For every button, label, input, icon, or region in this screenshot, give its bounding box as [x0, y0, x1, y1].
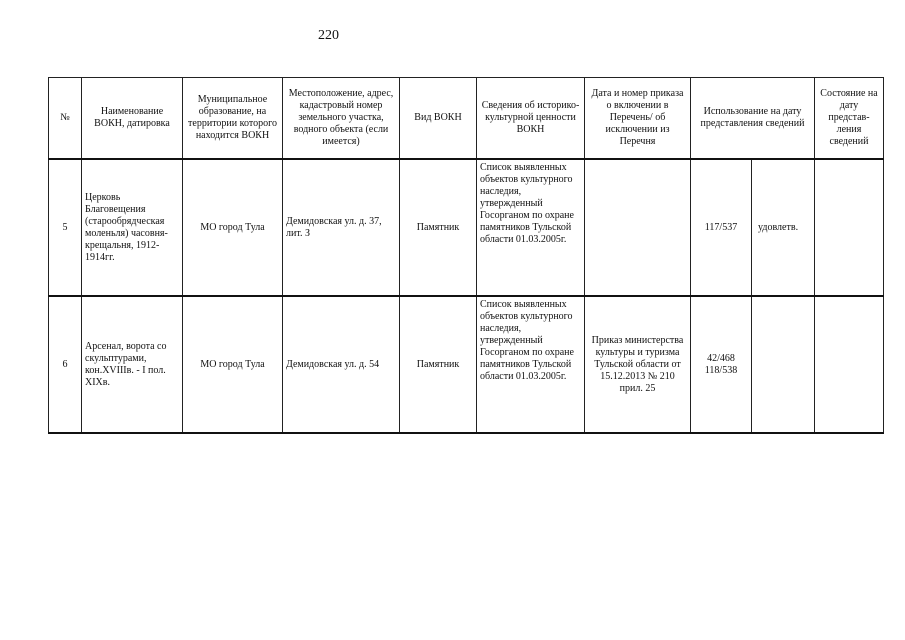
- row-date-order: [585, 159, 691, 296]
- row-num: 6: [49, 296, 82, 433]
- row-usage-text: [752, 296, 815, 433]
- row-usage-code: 42/468 118/538: [691, 296, 752, 433]
- row-municipality: МО город Тула: [183, 159, 283, 296]
- header-municipality: Муниципальное образование, на территории которого находится ВОКН: [183, 78, 283, 160]
- row-name: Арсенал, ворота со скульптурами, кон.XVIIIв. - I пол. XIXв.: [82, 296, 183, 433]
- row-location: Демидовская ул. д. 54: [283, 296, 400, 433]
- table-header-row: [49, 78, 884, 160]
- row-date-order: Приказ министерства культуры и туризма Тульской области от 15.12.2013 № 210 прил. 25: [585, 296, 691, 433]
- header-date-order: Дата и номер приказа о включении в Перечень/ об исключении из Перечня: [585, 78, 691, 160]
- row-num: 5: [49, 159, 82, 296]
- row-usage-text: удовлетв.: [752, 159, 815, 296]
- heritage-registry-table: [48, 77, 884, 434]
- header-info: Сведения об историко-культурной ценности ВОКН: [477, 78, 585, 160]
- row-info: Список выявленных объектов культурного наследия, утвержденный Госорганом по охране памятников Тульской области 01.03.2005г.: [477, 296, 585, 433]
- table-row: [49, 296, 884, 433]
- row-name: Церковь Благовещения (старообрядческая моленьля) часовня-крещальня, 1912-1914гг.: [82, 159, 183, 296]
- header-location: Местоположение, адрес, кадастровый номер земельного участка, водного объекта (если имеется): [283, 78, 400, 160]
- row-type: Памятник: [400, 159, 477, 296]
- header-num: №: [49, 78, 82, 160]
- row-usage-code: 117/537: [691, 159, 752, 296]
- row-info: Список выявленных объектов культурного наследия, утвержденный Госорганом по охране памятников Тульской области 01.03.2005г.: [477, 159, 585, 296]
- header-name: Наименование ВОКН, датировка: [82, 78, 183, 160]
- row-state: [815, 296, 884, 433]
- row-municipality: МО город Тула: [183, 296, 283, 433]
- header-usage: Использование на дату представления сведений: [691, 78, 815, 160]
- table-row: [49, 159, 884, 296]
- header-state: Состояние на дату представ-ления сведений: [815, 78, 884, 160]
- row-location: Демидовская ул. д. 37, лит. З: [283, 159, 400, 296]
- page-number: 220: [318, 28, 339, 43]
- row-type: Памятник: [400, 296, 477, 433]
- header-type: Вид ВОКН: [400, 78, 477, 160]
- row-state: [815, 159, 884, 296]
